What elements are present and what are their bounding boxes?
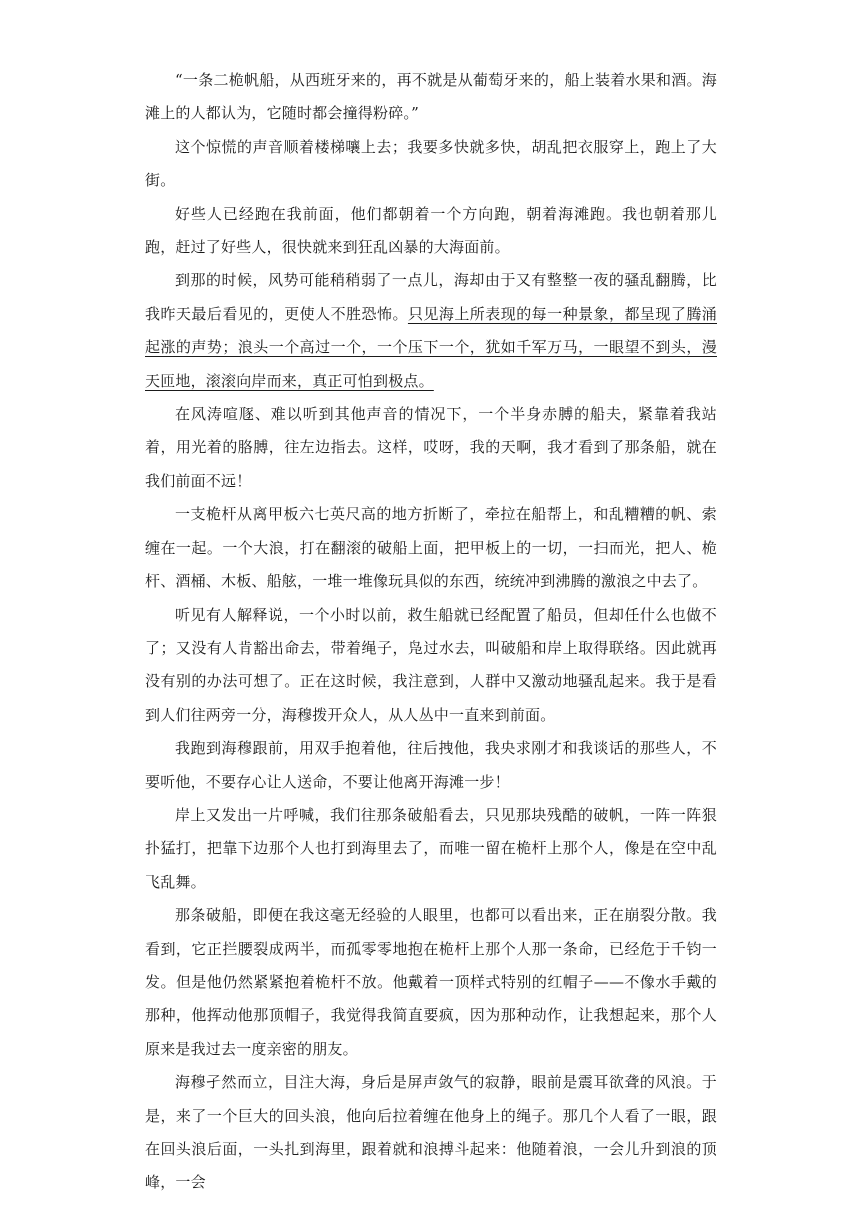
paragraph-4 (145, 264, 717, 398)
paragraph-5: 在风涛喧豗、难以听到其他声音的情况下，一个半身赤膊的船夫，紧靠着我站着，用光着的胳膊，往左边指去。这样，哎呀，我的天啊，我才看到了那条船，就在我们前面不远！ (145, 405, 717, 490)
paragraph-8: 我跑到海穆跟前，用双手抱着他，往后拽他，我央求刚才和我谈话的那些人，不要听他，不要存心让人送命，不要让他离开海滩一步！ (145, 739, 717, 791)
paragraph-11: 海穆孑然而立，目注大海，身后是屏声敛气的寂静，眼前是震耳欲聋的风浪。于是，来了一个巨大的回头浪，他向后拉着缠在他身上的绳子。那几个人看了一眼，跟在回头浪后面，一头扎到海里，跟着就和浪搏斗起来：他随着浪，一会儿升到浪的顶峰，一会 (145, 1073, 717, 1192)
paragraph-10: 那条破船，即便在我这毫无经验的人眼里，也都可以看出来，正在崩裂分散。我看到，它正拦腰裂成两半，而孤零零地抱在桅杆上那个人那一条命，已经危于千钧一发。但是他仍然紧紧抱着桅杆不放。他戴着一顶样式特别的红帽子——不像水手戴的那种，他挥动他那顶帽子，我觉得我简直要疯，因为那种动作，让我想起来，那个人原来是我过去一度亲密的朋友。 (145, 906, 717, 1058)
paragraph-4-underlined: 只见海上所表现的每一种景象，都呈现了腾涌起涨的声势；浪头一个高过一个，一个压下一个，犹如千军万马，一眼望不到头，漫天匝地，滚滚向岸而来，真正可怕到极点。 (145, 304, 717, 390)
paragraph-6: 一支桅杆从离甲板六七英尺高的地方折断了，牵拉在船帮上，和乱糟糟的帆、索缠在一起。一个大浪，打在翻滚的破船上面，把甲板上的一切，一扫而光，把人、桅杆、酒桶、木板、船舷，一堆一堆像玩具似的东西，统统冲到沸腾的激浪之中去了。 (145, 505, 717, 591)
paragraph-9: 岸上又发出一片呼喊，我们往那条破船看去，只见那块残酷的破帆，一阵一阵狠扑猛打，把靠下边那个人也打到海里去了，而唯一留在桅杆上那个人，像是在空中乱飞乱舞。 (145, 805, 717, 891)
paragraph-1: “一条二桅帆船，从西班牙来的，再不就是从葡萄牙来的，船上装着水果和酒。海滩上的人都认为，它随时都会撞得粉碎。” (145, 71, 717, 123)
paragraph-3: 好些人已经跑在我前面，他们都朝着一个方向跑，朝着海滩跑。我也朝着那儿跑，赶过了好些人，很快就来到狂乱凶暴的大海面前。 (145, 204, 717, 257)
paragraph-7: 听见有人解释说，一个小时以前，救生船就已经配置了船员，但却任什么也做不了；又没有人肯豁出命去，带着绳子，凫过水去，叫破船和岸上取得联络。因此就再没有别的办法可想了。正在这时候，我注意到，人群中又激动地骚乱起来。我于是看到人们往两旁一分，海穆拨开众人，从人丛中一直来到前面。 (145, 605, 717, 724)
paragraph-4-plain: 到那的时候，风势可能稍稍弱了一点儿，海却由于又有整整一夜的骚乱翻腾，比我昨天最后看见的，更使人不胜恐怖。 (145, 271, 717, 323)
document-page (145, 64, 717, 1200)
paragraph-2: 这个惊慌的声音顺着楼梯嚷上去；我要多快就多快，胡乱把衣服穿上，跑上了大街。 (145, 137, 717, 190)
